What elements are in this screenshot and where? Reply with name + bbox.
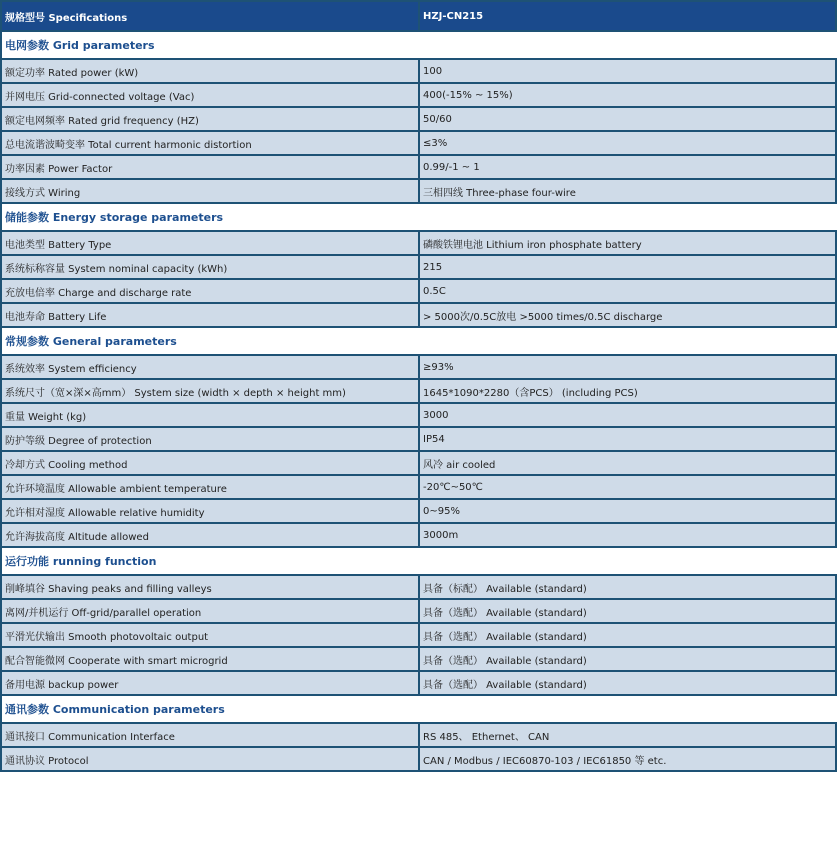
row-value: RS 485、 Ethernet、 CAN bbox=[419, 723, 836, 747]
table-row bbox=[1, 59, 836, 83]
table-row bbox=[1, 499, 836, 523]
row-label: 系统尺寸（宽×深×高mm） System size (width × depth × height mm) bbox=[1, 379, 419, 403]
row-label: 允许环境温度 Allowable ambient temperature bbox=[1, 475, 419, 499]
row-value: 磷酸铁锂电池 Lithium iron phosphate battery bbox=[419, 231, 836, 255]
row-label: 允许海拔高度 Altitude allowed bbox=[1, 523, 419, 547]
section-running-function bbox=[1, 547, 836, 575]
row-value: 具备（标配） Available (standard) bbox=[419, 575, 836, 599]
row-value: 100 bbox=[419, 59, 836, 83]
table-row bbox=[1, 451, 836, 475]
row-value: -20℃~50℃ bbox=[419, 475, 836, 499]
row-label: 允许相对湿度 Allowable relative humidity bbox=[1, 499, 419, 523]
table-row bbox=[1, 131, 836, 155]
table-row bbox=[1, 475, 836, 499]
table-row bbox=[1, 155, 836, 179]
row-value: > 5000次/0.5C放电 >5000 times/0.5C discharge bbox=[419, 303, 836, 327]
section-title: 储能参数 Energy storage parameters bbox=[1, 203, 836, 231]
row-value: 400(-15% ~ 15%) bbox=[419, 83, 836, 107]
table-row bbox=[1, 107, 836, 131]
table-row bbox=[1, 279, 836, 303]
section-title: 电网参数 Grid parameters bbox=[1, 31, 836, 59]
row-label: 离网/并机运行 Off-grid/parallel operation bbox=[1, 599, 419, 623]
row-value: ≤3% bbox=[419, 131, 836, 155]
section-general-parameters bbox=[1, 327, 836, 355]
table-row bbox=[1, 179, 836, 203]
row-value: 0.5C bbox=[419, 279, 836, 303]
table-row bbox=[1, 671, 836, 695]
row-label: 并网电压 Grid-connected voltage (Vac) bbox=[1, 83, 419, 107]
row-value: 0.99/-1 ~ 1 bbox=[419, 155, 836, 179]
row-value: IP54 bbox=[419, 427, 836, 451]
table-row bbox=[1, 647, 836, 671]
row-label: 电池类型 Battery Type bbox=[1, 231, 419, 255]
row-label: 系统标称容量 System nominal capacity (kWh) bbox=[1, 255, 419, 279]
table-header-row bbox=[1, 1, 836, 31]
table-row bbox=[1, 623, 836, 647]
table-row bbox=[1, 303, 836, 327]
table-row bbox=[1, 575, 836, 599]
row-value: 3000m bbox=[419, 523, 836, 547]
row-value: 1645*1090*2280（含PCS） (including PCS) bbox=[419, 379, 836, 403]
row-label: 平滑光伏输出 Smooth photovoltaic output bbox=[1, 623, 419, 647]
table-row bbox=[1, 723, 836, 747]
section-energy-storage-parameters bbox=[1, 203, 836, 231]
row-value: 具备（选配） Available (standard) bbox=[419, 599, 836, 623]
row-label: 冷却方式 Cooling method bbox=[1, 451, 419, 475]
row-value: 三相四线 Three-phase four-wire bbox=[419, 179, 836, 203]
table-row bbox=[1, 403, 836, 427]
row-value: 具备（选配） Available (standard) bbox=[419, 623, 836, 647]
table-row bbox=[1, 427, 836, 451]
section-title: 运行功能 running function bbox=[1, 547, 836, 575]
row-value: 3000 bbox=[419, 403, 836, 427]
row-value: 具备（选配） Available (standard) bbox=[419, 647, 836, 671]
table-row bbox=[1, 255, 836, 279]
section-grid-parameters bbox=[1, 31, 836, 59]
row-value: 50/60 bbox=[419, 107, 836, 131]
section-title: 常规参数 General parameters bbox=[1, 327, 836, 355]
row-value: 215 bbox=[419, 255, 836, 279]
table-row bbox=[1, 599, 836, 623]
row-label: 备用电源 backup power bbox=[1, 671, 419, 695]
row-label: 重量 Weight (kg) bbox=[1, 403, 419, 427]
row-label: 通讯协议 Protocol bbox=[1, 747, 419, 771]
row-label: 削峰填谷 Shaving peaks and filling valleys bbox=[1, 575, 419, 599]
row-label: 总电流谐波畸变率 Total current harmonic distortion bbox=[1, 131, 419, 155]
header-label: 规格型号 Specifications bbox=[1, 1, 419, 31]
table-row bbox=[1, 231, 836, 255]
table-row bbox=[1, 747, 836, 771]
row-label: 系统效率 System efficiency bbox=[1, 355, 419, 379]
row-label: 电池寿命 Battery Life bbox=[1, 303, 419, 327]
row-label: 充放电倍率 Charge and discharge rate bbox=[1, 279, 419, 303]
table-row bbox=[1, 379, 836, 403]
section-title: 通讯参数 Communication parameters bbox=[1, 695, 836, 723]
table-row bbox=[1, 355, 836, 379]
row-value: 0~95% bbox=[419, 499, 836, 523]
row-value: ≥93% bbox=[419, 355, 836, 379]
row-label: 防护等级 Degree of protection bbox=[1, 427, 419, 451]
row-value: 风冷 air cooled bbox=[419, 451, 836, 475]
row-label: 接线方式 Wiring bbox=[1, 179, 419, 203]
section-communication-parameters bbox=[1, 695, 836, 723]
row-label: 配合智能微网 Cooperate with smart microgrid bbox=[1, 647, 419, 671]
row-label: 功率因素 Power Factor bbox=[1, 155, 419, 179]
table-row bbox=[1, 523, 836, 547]
row-label: 额定电网频率 Rated grid frequency (HZ) bbox=[1, 107, 419, 131]
row-label: 额定功率 Rated power (kW) bbox=[1, 59, 419, 83]
row-label: 通讯接口 Communication Interface bbox=[1, 723, 419, 747]
row-value: 具备（选配） Available (standard) bbox=[419, 671, 836, 695]
header-model: HZJ-CN215 bbox=[419, 1, 836, 31]
row-value: CAN / Modbus / IEC60870-103 / IEC61850 等 etc. bbox=[419, 747, 836, 771]
table-row bbox=[1, 83, 836, 107]
